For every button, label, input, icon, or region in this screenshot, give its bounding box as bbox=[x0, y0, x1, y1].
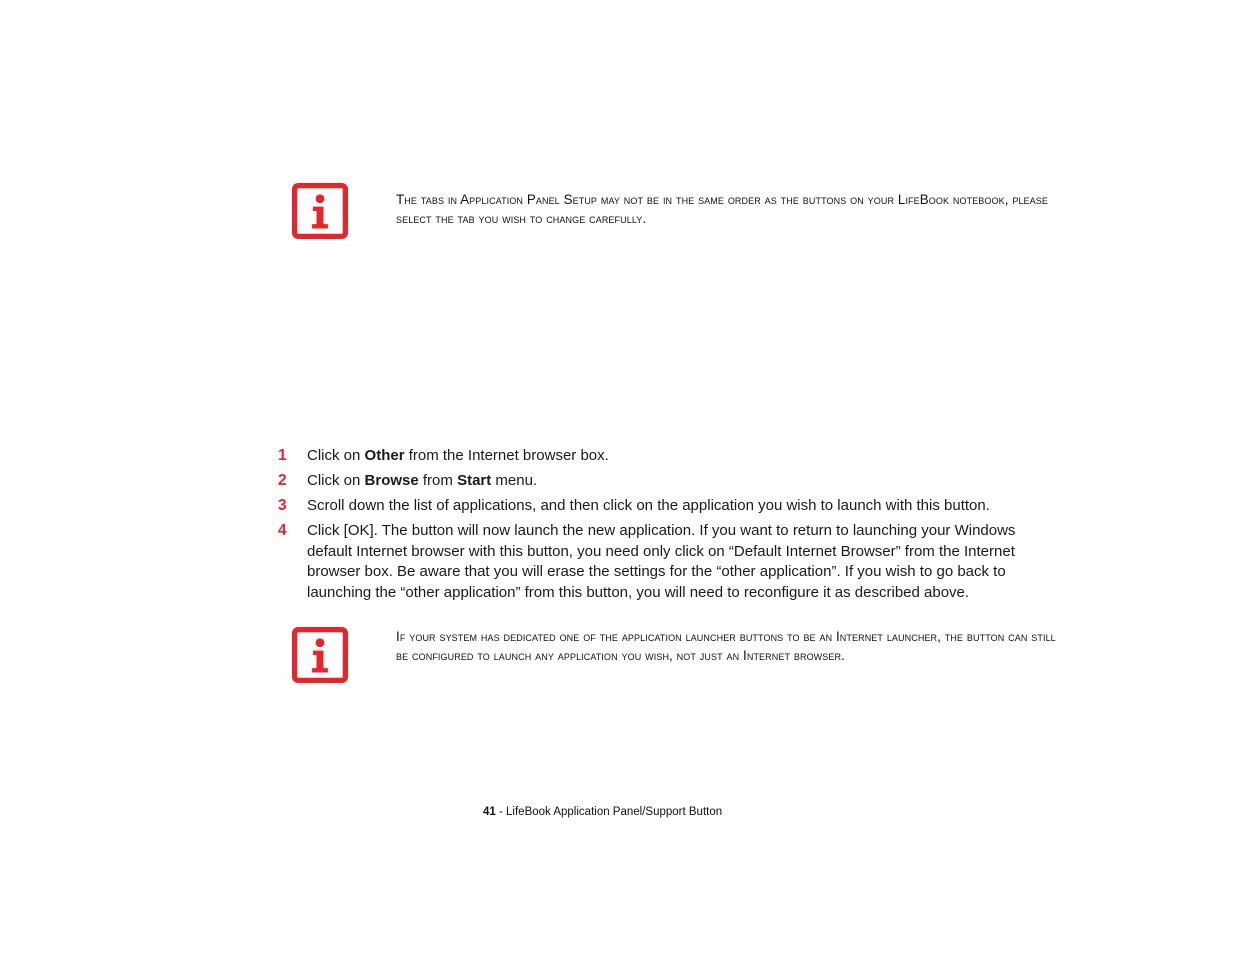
page-footer: 41 - LifeBook Application Panel/Support Button bbox=[483, 806, 723, 818]
list-item: 2 Click on Browse from Start menu. bbox=[278, 471, 1058, 492]
list-item bbox=[278, 496, 1058, 517]
note-text: The tabs in Application Panel Setup may not be in the same order as the buttons on your LifeBook notebook, please select the tab you wish to change carefully. bbox=[396, 192, 1048, 226]
info-icon bbox=[292, 627, 348, 683]
step-number: 2 bbox=[278, 472, 287, 489]
step-text: Scroll down the list of applications, and then click on the application you wish to launch with this button. bbox=[307, 497, 990, 514]
step-number: 4 bbox=[278, 522, 287, 539]
step-text: Click [OK]. The button will now launch the new application. If you want to return to launching your Windows default Internet browser with this button, you need only click on “Default Internet Browser” from the Internet browser box. Be aware that you will erase the settings for the “other application”. If you wish to go back to launching the “other application” from this button, you will need to reconfigure it as described above. bbox=[307, 522, 1016, 601]
step-list bbox=[278, 446, 1058, 608]
note-text: If your system has dedicated one of the application launcher buttons to be an Internet launcher, the button can still be configured to launch any application you wish, not just an Internet browser. bbox=[396, 629, 1056, 663]
step-number: 3 bbox=[278, 497, 287, 514]
page-number: 41 bbox=[483, 806, 496, 818]
list-item bbox=[278, 521, 1058, 603]
step-number: 1 bbox=[278, 447, 287, 464]
list-item: 1 Click on Other from the Internet browser box. bbox=[278, 446, 1058, 467]
info-icon bbox=[292, 183, 348, 239]
footer-title: LifeBook Application Panel/Support Button bbox=[506, 806, 723, 818]
